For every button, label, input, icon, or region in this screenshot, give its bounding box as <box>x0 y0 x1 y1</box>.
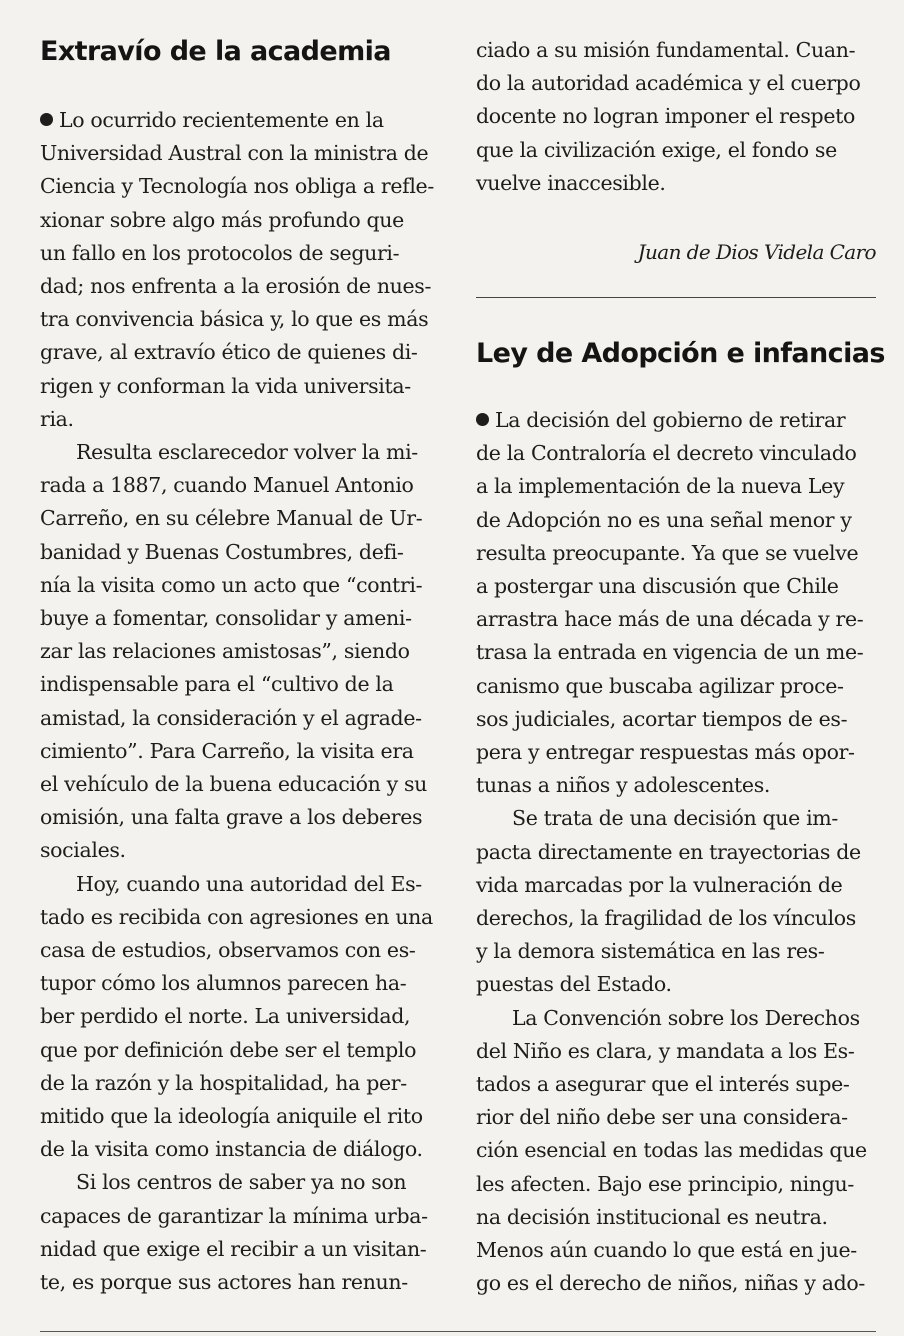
text-line <box>40 469 440 502</box>
text-line-content: docente no logran imponer el respeto <box>476 104 855 129</box>
text-line-content: el vehículo de la buena educación y su <box>40 772 428 796</box>
text-line-content: tados a asegurar que el interés supe- <box>476 1072 850 1096</box>
text-line-content: derechos, la fragilidad de los vínculos <box>476 906 856 930</box>
text-line <box>40 868 440 901</box>
text-line <box>40 834 440 867</box>
text-line <box>476 1068 876 1101</box>
text-line <box>40 303 440 336</box>
text-line <box>40 204 440 237</box>
text-line-content: Menos aún cuando lo que está en jue- <box>476 1238 857 1262</box>
text-line-content: Resulta esclarecedor volver la mi- <box>76 440 418 464</box>
text-line-content: nidad que exige el recibir a un visitan- <box>40 1236 427 1261</box>
text-line-content: resulta preocupante. Ya que se vuelve <box>476 540 859 565</box>
text-line <box>40 336 440 369</box>
text-line-content: de la visita como instancia de diálogo. <box>40 1137 423 1162</box>
text-line-content: nía la visita como un acto que “contri- <box>40 572 423 597</box>
text-line <box>40 1133 440 1166</box>
text-line-content: Se trata de una decisión que im- <box>512 806 838 831</box>
text-line <box>476 570 876 603</box>
text-line <box>476 34 876 67</box>
text-line <box>40 1000 440 1033</box>
text-line-content: vuelve inaccesible. <box>476 170 666 195</box>
text-line-content: casa de estudios, observamos con es- <box>40 938 416 962</box>
text-line <box>40 237 440 270</box>
text-line-content: tupor cómo los alumnos parecen ha- <box>40 971 407 996</box>
article-title-extravio: Extravío de la academia <box>40 36 391 67</box>
text-line-content: omisión, una falta grave a los deberes <box>40 805 423 830</box>
text-line-content: canismo que buscaba agilizar proce- <box>476 673 844 698</box>
text-line-content: arrastra hace más de una década y re- <box>476 607 864 632</box>
text-line-content: les afecten. Bajo ese principio, ningu- <box>476 1171 854 1196</box>
text-line-content: Lo ocurrido recientemente en la <box>59 108 384 132</box>
text-line-content: puestas del Estado. <box>476 972 672 997</box>
text-line <box>40 436 440 469</box>
text-line <box>476 769 876 802</box>
text-line-content: Carreño, en su célebre Manual de Ur- <box>40 506 423 531</box>
text-line-content: do la autoridad académica y el cuerpo <box>476 71 861 96</box>
text-line-content: ciado a su misión fundamental. Cuan- <box>476 38 856 62</box>
text-line <box>40 702 440 735</box>
text-line-content: trasa la entrada en vigencia de un me- <box>476 640 864 665</box>
text-line <box>40 1200 440 1233</box>
text-line-content: amistad, la consideración y el agrade- <box>40 705 422 730</box>
text-line-content: na decisión institucional es neutra. <box>476 1204 828 1229</box>
text-line-content: cimiento”. Para Carreño, la visita era <box>40 738 414 763</box>
text-line <box>40 967 440 1000</box>
text-line <box>476 902 876 935</box>
text-line-content: go es el derecho de niños, niñas y ado- <box>476 1271 865 1296</box>
text-line-content: de la Contraloría el decreto vinculado <box>476 441 857 466</box>
text-line-content: un fallo en los protocolos de seguri- <box>40 240 400 265</box>
text-line-content: rada a 1887, cuando Manuel Antonio <box>40 473 414 498</box>
text-line <box>476 802 876 835</box>
text-line <box>476 968 876 1001</box>
text-line-content: rigen y conforman la vida universita- <box>40 373 411 398</box>
text-line-content: sos judiciales, acortar tiempos de es- <box>476 706 848 731</box>
bullet-icon <box>476 413 489 426</box>
text-line-content: tra convivencia básica y, lo que es más <box>40 307 429 332</box>
text-line-content: vida marcadas por la vulneración de <box>476 872 843 897</box>
text-line-content: dad; nos enfrenta a la erosión de nues- <box>40 274 432 298</box>
text-line <box>40 569 440 602</box>
text-line-content: Si los centros de saber ya no son <box>76 1170 407 1195</box>
text-line-content: te, es porque sus actores han renun- <box>40 1270 408 1294</box>
text-line <box>476 134 876 167</box>
text-line-content: sociales. <box>40 838 126 863</box>
text-line <box>40 104 440 137</box>
text-line-content: Ciencia y Tecnología nos obliga a refle- <box>40 174 434 199</box>
text-line <box>476 1101 876 1134</box>
text-line <box>476 736 876 769</box>
text-line <box>476 470 876 503</box>
text-line-content: del Niño es clara, y mandata a los Es- <box>476 1038 855 1063</box>
text-line-content: ber perdido el norte. La universidad, <box>40 1004 411 1029</box>
text-line <box>40 1166 440 1199</box>
text-line-content: rior del niño debe ser una considera- <box>476 1105 848 1130</box>
text-line <box>40 403 440 436</box>
text-line-content: pera y entregar respuestas más opor- <box>476 740 855 764</box>
text-line <box>476 869 876 902</box>
text-line-content: Hoy, cuando una autoridad del Es- <box>76 871 422 896</box>
text-line <box>40 934 440 967</box>
text-line <box>40 1100 440 1133</box>
text-line <box>40 602 440 635</box>
section-divider <box>476 297 876 298</box>
text-line <box>476 1234 876 1267</box>
text-line-content: tado es recibida con agresiones en una <box>40 904 433 929</box>
text-line-content: buye a fomentar, consolidar y ameni- <box>40 606 412 630</box>
text-line <box>40 901 440 934</box>
text-line <box>40 170 440 203</box>
text-line-content: de Adopción no es una señal menor y <box>476 507 852 532</box>
text-line <box>40 370 440 403</box>
text-line <box>476 537 876 570</box>
text-line <box>476 636 876 669</box>
text-line <box>476 935 876 968</box>
text-line <box>476 167 876 200</box>
text-line <box>476 404 876 437</box>
text-line <box>476 1201 876 1234</box>
text-line <box>40 137 440 170</box>
text-line <box>40 502 440 535</box>
text-line <box>40 1034 440 1067</box>
text-line <box>40 1233 440 1266</box>
text-line <box>40 768 440 801</box>
text-line <box>476 670 876 703</box>
text-line <box>40 801 440 834</box>
text-line <box>40 735 440 768</box>
text-line-content: que por definición debe ser el templo <box>40 1037 417 1062</box>
text-line <box>476 703 876 736</box>
text-line <box>40 635 440 668</box>
text-line <box>40 1266 440 1299</box>
text-line-content: La Convención sobre los Derechos <box>512 1005 860 1030</box>
text-line <box>476 100 876 133</box>
text-line <box>476 603 876 636</box>
text-line <box>476 1035 876 1068</box>
text-line-content: indispensable para el “cultivo de la <box>40 672 394 697</box>
text-line <box>476 67 876 100</box>
text-line-content: a la implementación de la nueva Ley <box>476 474 845 499</box>
text-line <box>40 270 440 303</box>
text-line-content: grave, al extravío ético de quienes di- <box>40 340 418 365</box>
text-line <box>476 836 876 869</box>
text-line <box>476 1168 876 1201</box>
text-line-content: tunas a niños y adolescentes. <box>476 773 771 798</box>
text-line-content: zar las relaciones amistosas”, siendo <box>40 639 410 664</box>
text-line-content: La decisión del gobierno de retirar <box>495 408 846 432</box>
bullet-icon <box>40 113 53 126</box>
text-line-content: ción esencial en todas las medidas que <box>476 1138 867 1163</box>
text-line <box>40 536 440 569</box>
text-line-content: Universidad Austral con la ministra de <box>40 141 429 166</box>
text-line <box>40 1067 440 1100</box>
text-line <box>476 437 876 470</box>
text-line-content: de la razón y la hospitalidad, ha per- <box>40 1070 407 1095</box>
text-line <box>476 1134 876 1167</box>
author-signature: Juan de Dios Videla Caro <box>637 240 876 264</box>
text-line <box>476 1002 876 1035</box>
text-line-content: banidad y Buenas Costumbres, defi- <box>40 539 404 564</box>
text-line <box>40 668 440 701</box>
page-bottom-divider <box>40 1331 876 1332</box>
text-line <box>476 504 876 537</box>
text-line-content: mitido que la ideología aniquile el rito <box>40 1104 423 1128</box>
text-line-content: capaces de garantizar la mínima urba- <box>40 1203 428 1228</box>
text-line-content: pacta directamente en trayectorias de <box>476 839 861 864</box>
text-line-content: a postergar una discusión que Chile <box>476 574 839 598</box>
text-line-content: que la civilización exige, el fondo se <box>476 137 837 162</box>
article-title-ley-adopcion: Ley de Adopción e infancias <box>476 338 885 369</box>
text-line-content: xionar sobre algo más profundo que <box>40 207 404 232</box>
text-line-content: y la demora sistemática en las res- <box>476 939 825 964</box>
text-line <box>476 1267 876 1300</box>
text-line-content: ria. <box>40 406 74 431</box>
